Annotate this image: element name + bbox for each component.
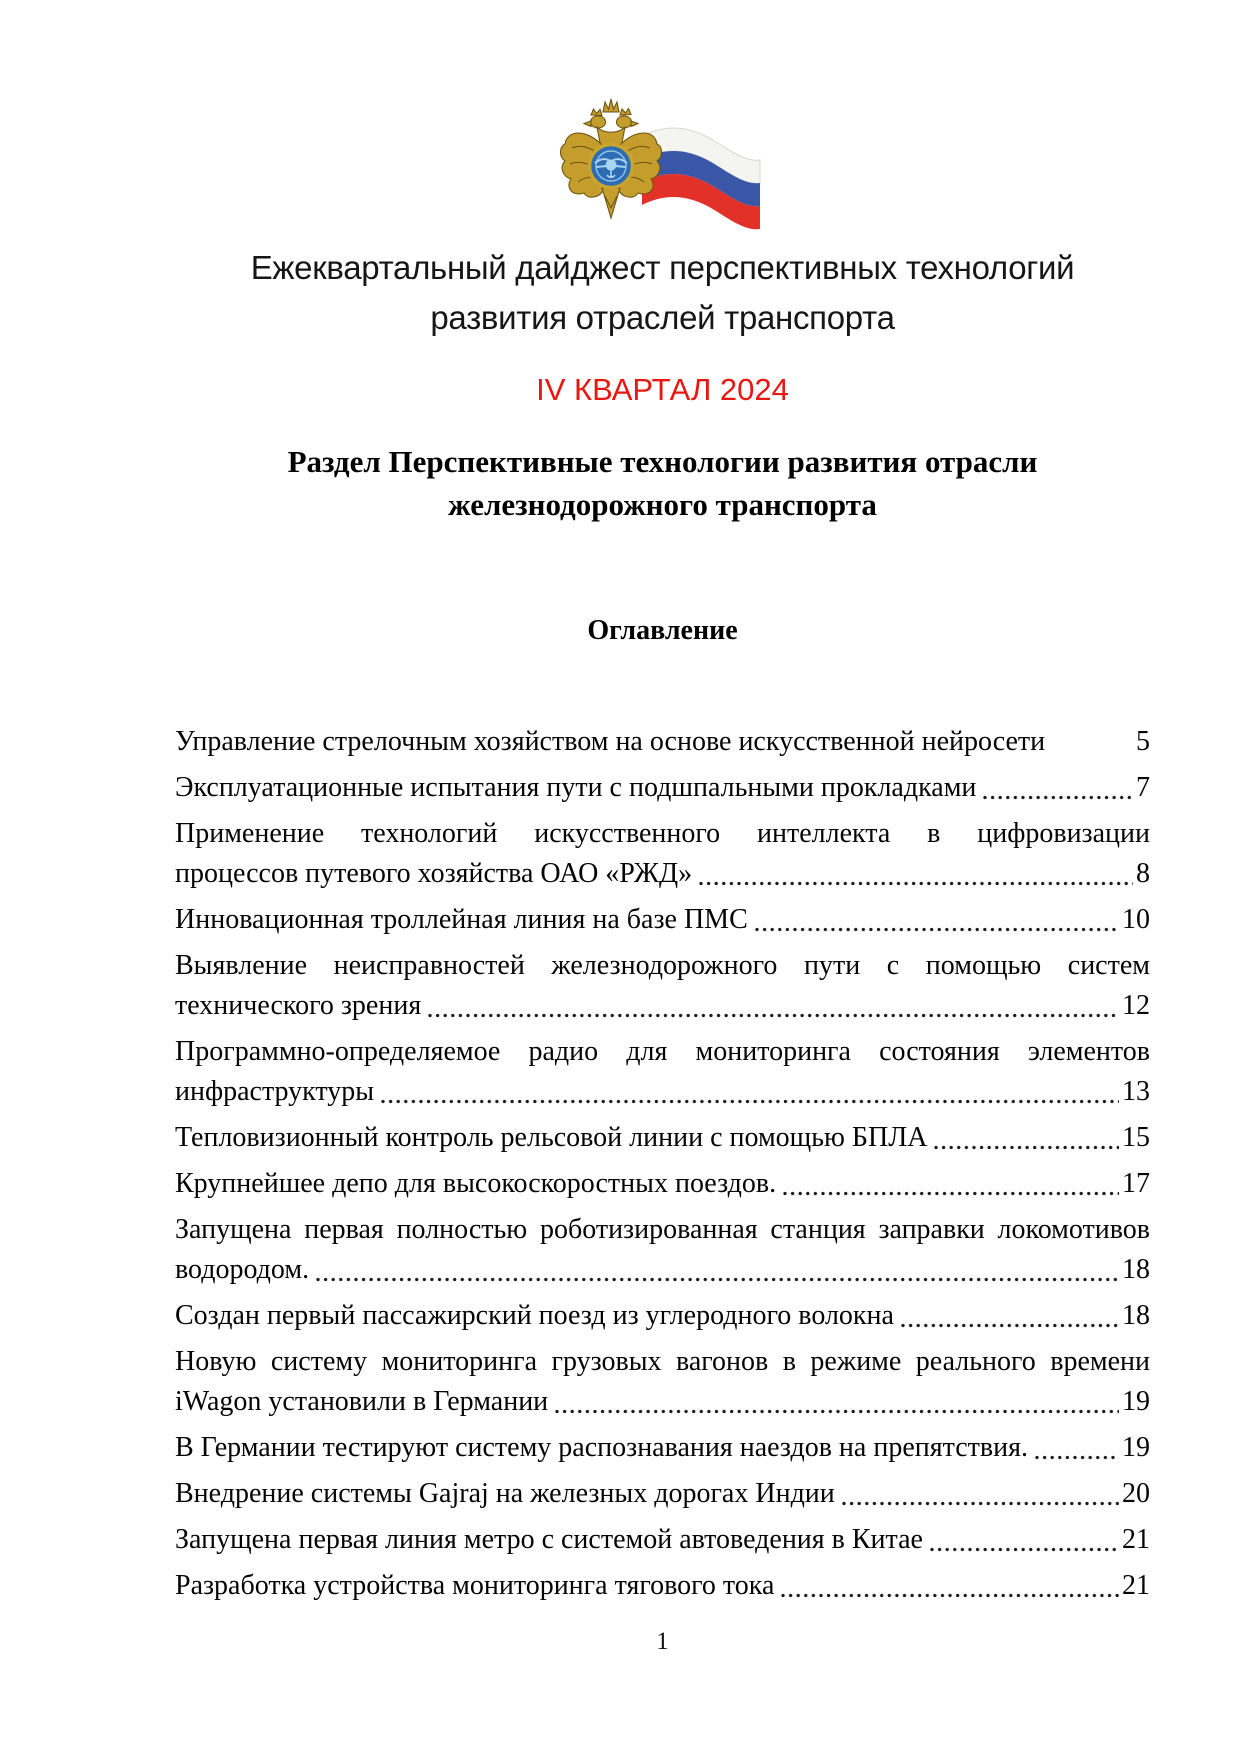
- toc-entry[interactable]: [175, 1566, 1150, 1606]
- toc-page-number: 17: [1122, 1168, 1150, 1199]
- dot-leader: [1035, 1454, 1119, 1461]
- toc-entry[interactable]: [175, 1474, 1150, 1514]
- toc-page-number: 19: [1122, 1386, 1150, 1417]
- dot-leader: [781, 1592, 1119, 1599]
- dot-leader: [1052, 748, 1133, 755]
- toc-entry[interactable]: [175, 1296, 1150, 1336]
- table-of-contents: [175, 722, 1150, 1612]
- toc-page-number: 15: [1122, 1122, 1150, 1153]
- toc-page-number: 5: [1136, 726, 1150, 757]
- dot-leader: [755, 926, 1119, 933]
- dot-leader: [316, 1276, 1119, 1283]
- toc-entry-text: Эксплуатационные испытания пути с подшпальными прокладками: [175, 772, 977, 803]
- toc-entry-text: Инновационная троллейная линия на базе ПМС: [175, 904, 748, 935]
- toc-page-number: 21: [1122, 1524, 1150, 1555]
- dot-leader: [555, 1408, 1119, 1415]
- dot-leader: [842, 1500, 1119, 1507]
- toc-entry[interactable]: [175, 768, 1150, 808]
- section-title-line1: Раздел Перспективные технологии развития отрасли: [287, 444, 1038, 479]
- toc-entry[interactable]: [175, 1164, 1150, 1204]
- toc-page-number: 12: [1122, 990, 1150, 1021]
- dot-leader: [901, 1322, 1119, 1329]
- toc-entry[interactable]: [175, 1428, 1150, 1468]
- toc-entry-text: Программно-определяемое радио для мониторинга состояния элементов: [175, 1036, 1150, 1067]
- toc-page-number: 13: [1122, 1076, 1150, 1107]
- toc-page-number: 10: [1122, 904, 1150, 935]
- dot-leader: [934, 1144, 1119, 1151]
- toc-page-number: 7: [1136, 772, 1150, 803]
- toc-entry-text: В Германии тестируют систему распознавания наездов на препятствия.: [175, 1432, 1028, 1463]
- toc-entry[interactable]: [175, 946, 1150, 1026]
- toc-entry-text: Управление стрелочным хозяйством на основе искусственной нейросети: [175, 726, 1046, 757]
- document-title-line2: развития отраслей транспорта: [430, 299, 895, 336]
- toc-entry-text: Выявление неисправностей железнодорожного пути с помощью систем: [175, 950, 1150, 981]
- document-title-line1: Ежеквартальный дайджест перспективных технологий: [250, 249, 1075, 286]
- toc-entry-text: Запущена первая линия метро с системой автоведения в Китае: [175, 1524, 923, 1555]
- dot-leader: [930, 1546, 1119, 1553]
- toc-page-number: 18: [1122, 1254, 1150, 1285]
- toc-entry-text: Применение технологий искусственного интеллекта в цифровизации: [175, 818, 1150, 849]
- toc-entry-text: инфраструктуры: [175, 1076, 375, 1107]
- quarter-heading: IV КВАРТАЛ 2024: [536, 372, 789, 407]
- toc-entry-text: iWagon установили в Германии: [175, 1386, 549, 1417]
- toc-entry[interactable]: [175, 814, 1150, 894]
- toc-entry-text: Запущена первая полностью роботизированная станция заправки локомотивов: [175, 1214, 1150, 1245]
- toc-entry[interactable]: [175, 900, 1150, 940]
- toc-page-number: 8: [1136, 858, 1150, 889]
- toc-page-number: 18: [1122, 1300, 1150, 1331]
- page-number-footer: 1: [656, 1628, 669, 1655]
- toc-entry-text: водородом.: [175, 1254, 310, 1285]
- toc-entry[interactable]: [175, 1032, 1150, 1112]
- document-title: [175, 243, 1150, 343]
- dot-leader: [783, 1190, 1119, 1197]
- section-title: [175, 440, 1150, 526]
- toc-entry[interactable]: [175, 1520, 1150, 1560]
- toc-entry[interactable]: [175, 1342, 1150, 1422]
- dot-leader: [428, 1012, 1119, 1019]
- toc-entry-text: Тепловизионный контроль рельсовой линии с помощью БПЛА: [175, 1122, 928, 1153]
- toc-entry-text: Создан первый пассажирский поезд из углеродного волокна: [175, 1300, 894, 1331]
- dot-leader: [381, 1098, 1119, 1105]
- toc-heading: Оглавление: [587, 615, 738, 646]
- toc-entry-text: технического зрения: [175, 990, 422, 1021]
- toc-entry-text: Крупнейшее депо для высокоскоростных поездов.: [175, 1168, 777, 1199]
- russia-flag-icon: [642, 128, 760, 229]
- document-header-emblem: [175, 96, 1150, 238]
- toc-entry[interactable]: [175, 1118, 1150, 1158]
- toc-entry-text: Внедрение системы Gajraj на железных дорогах Индии: [175, 1478, 835, 1509]
- toc-entry-text: процессов путевого хозяйства ОАО «РЖД»: [175, 858, 693, 889]
- dot-leader: [699, 880, 1133, 887]
- dot-leader: [983, 794, 1133, 801]
- toc-entry-text: Разработка устройства мониторинга тягового тока: [175, 1570, 775, 1601]
- toc-page-number: 21: [1122, 1570, 1150, 1601]
- toc-entry[interactable]: [175, 1210, 1150, 1290]
- section-title-line2: железнодорожного транспорта: [448, 487, 877, 522]
- toc-page-number: 19: [1122, 1432, 1150, 1463]
- toc-entry[interactable]: [175, 722, 1150, 762]
- toc-page-number: 20: [1122, 1478, 1150, 1509]
- toc-entry-text: Новую систему мониторинга грузовых вагонов в режиме реального времени: [175, 1346, 1150, 1377]
- transport-ministry-emblem-icon: [558, 96, 768, 238]
